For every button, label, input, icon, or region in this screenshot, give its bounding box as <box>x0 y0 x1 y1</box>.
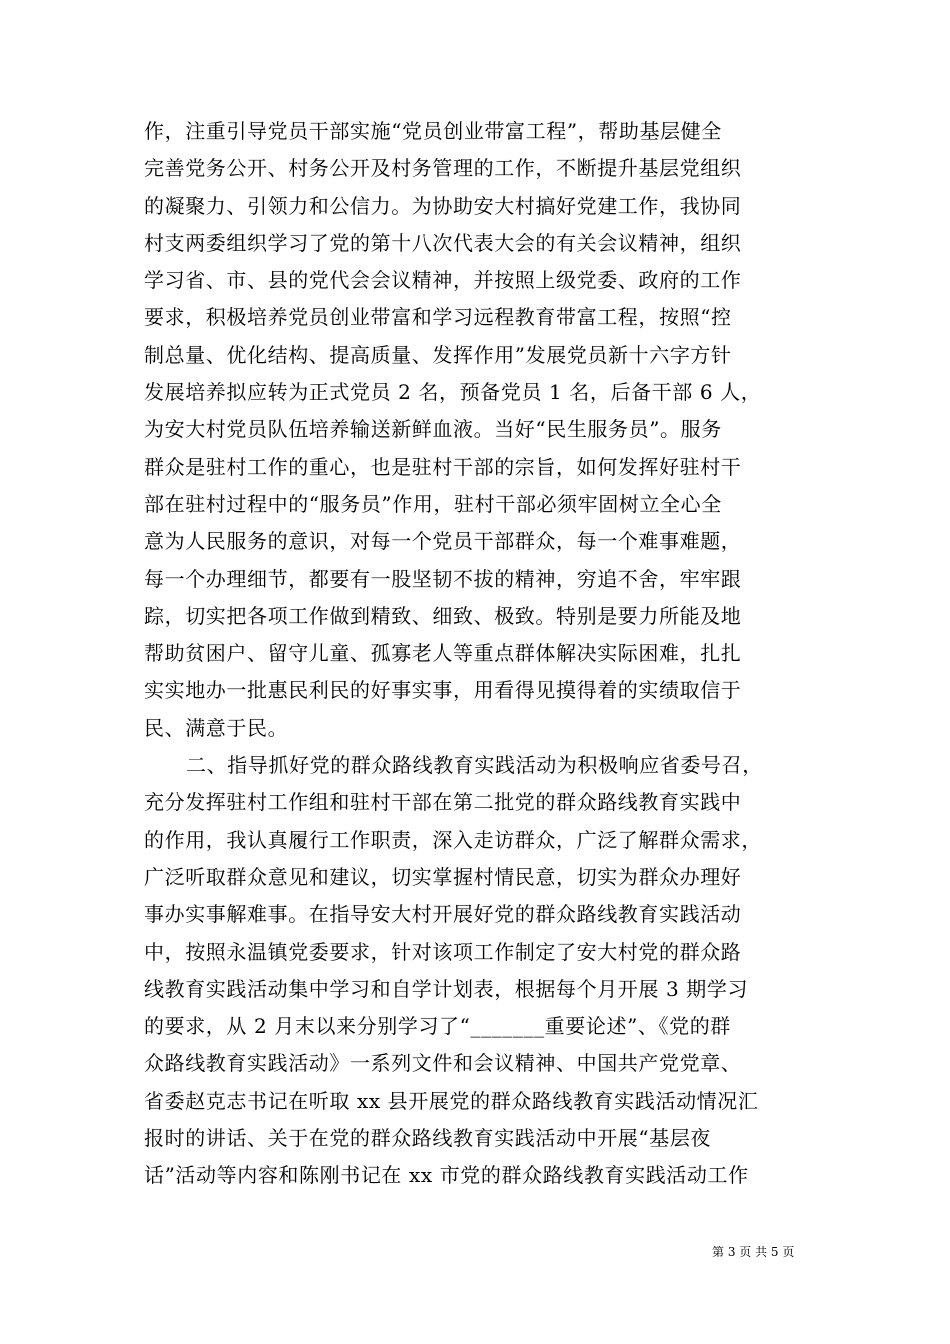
text-line: 的要求，从 2 月末以来分别学习了“_______重要论述”、《党的群 <box>144 1014 731 1039</box>
text-line: 的凝聚力、引领力和公信力。为协助安大村搞好党建工作，我协同 <box>144 193 742 218</box>
text-line: 作，注重引导党员干部实施“党员创业带富工程”，帮助基层健全 <box>144 119 722 143</box>
text-line: 制总量、优化结构、提高质量、发挥作用”发展党员新十六字方针 <box>144 342 732 367</box>
text-line: 广泛听取群众意见和建议，切实掌握村情民意，切实为群众办理好 <box>144 864 742 889</box>
text-line: 省委赵克志书记在听取 xx 县开展党的群众路线教育实践活动情况汇 <box>144 1088 759 1113</box>
text-line: 帮助贫困户、留守儿童、孤寡老人等重点群体解决实际困难，扎扎 <box>144 641 742 666</box>
text-line: 充分发挥驻村工作组和驻村干部在第二批党的群众路线教育实践中 <box>144 790 742 815</box>
text-line: 二、指导抓好党的群众路线教育实践活动为积极响应省委号召， <box>186 753 763 778</box>
text-line: 每一个办理细节，都要有一股坚韧不拔的精神，穷追不舍，牢牢跟 <box>144 566 742 591</box>
text-line: 民、满意于民。 <box>144 715 289 740</box>
text-line: 为安大村党员队伍培养输送新鲜血液。当好“民生服务员”。服务 <box>144 417 722 442</box>
text-line: 线教育实践活动集中学习和自学计划表，根据每个月开展 3 期学习 <box>144 976 749 1001</box>
text-line: 中，按照永温镇党委要求，针对该项工作制定了安大村党的群众路 <box>144 939 742 964</box>
text-line: 完善党务公开、村务公开及村务管理的工作，不断提升基层党组织 <box>144 156 742 181</box>
text-line: 的作用，我认真履行工作职责，深入走访群众，广泛了解群众需求， <box>144 827 762 852</box>
text-line: 发展培养拟应转为正式党员 2 名，预备党员 1 名，后备干部 6 人， <box>144 380 762 405</box>
page-number-footer: 第 3 页 共 5 页 <box>712 1245 795 1259</box>
text-line: 学习省、市、县的党代会会议精神，并按照上级党委、政府的工作 <box>144 268 742 293</box>
text-line: 报时的讲话、关于在党的群众路线教育实践活动中开展“基层夜 <box>144 1126 712 1151</box>
text-line: 意为人民服务的意识，对每一个党员干部群众，每一个难事难题， <box>144 529 742 554</box>
text-line: 村支两委组织学习了党的第十八次代表大会的有关会议精神，组织 <box>144 230 742 255</box>
text-line: 实实地办一批惠民利民的好事实事，用看得见摸得着的实绩取信于 <box>144 678 742 703</box>
text-line: 部在驻村过程中的“服务员”作用，驻村干部必须牢固树立全心全 <box>144 491 722 516</box>
text-line: 话”活动等内容和陈刚书记在 xx 市党的群众路线教育实践活动工作 <box>144 1163 749 1188</box>
text-line: 群众是驻村工作的重心，也是驻村干部的宗旨，如何发挥好驻村干 <box>144 454 742 479</box>
body-text <box>144 113 824 1195</box>
text-line: 事办实事解难事。在指导安大村开展好党的群众路线教育实践活动 <box>144 902 742 927</box>
text-line: 众路线教育实践活动》一系列文件和会议精神、中国共产党党章、 <box>144 1051 742 1076</box>
text-line: 踪，切实把各项工作做到精致、细致、极致。特别是要力所能及地 <box>144 603 742 628</box>
text-line: 要求，积极培养党员创业带富和学习远程教育带富工程，按照“控 <box>144 305 732 330</box>
